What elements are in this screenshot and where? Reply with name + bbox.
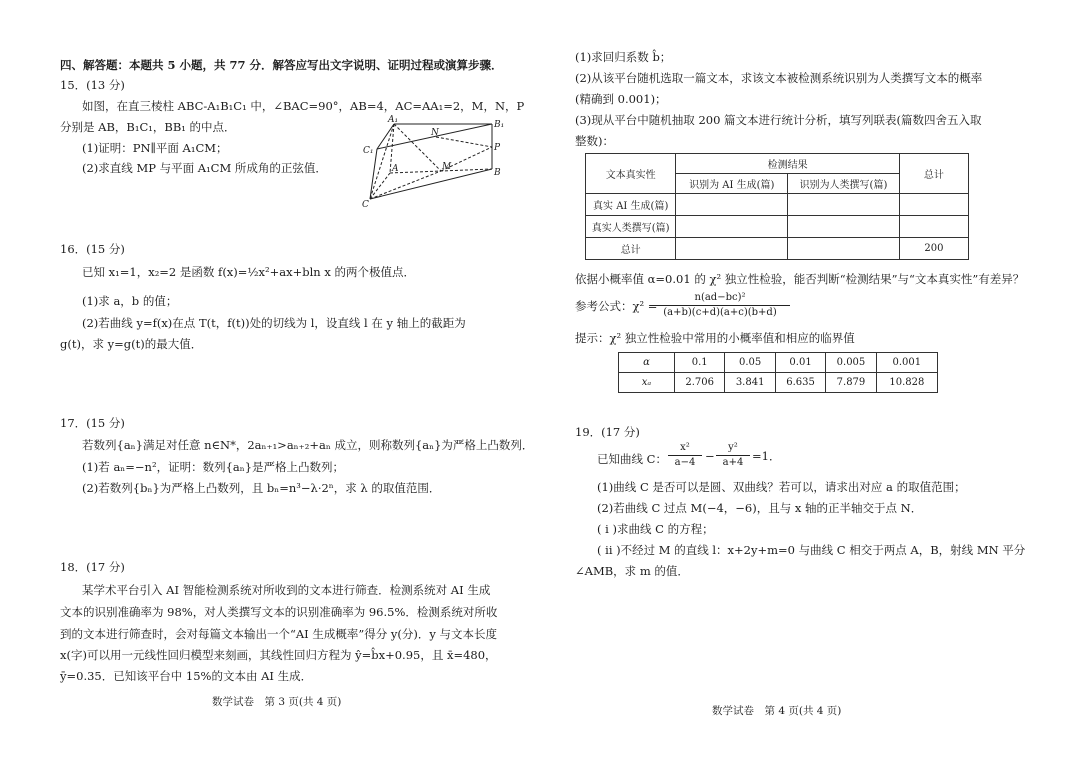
- q18-line3: 到的文本进行筛查时，会对每篇文本输出一个“AI 生成概率”得分 y(分)．y 与文本长度: [60, 627, 498, 641]
- q19-eq: =1．: [752, 449, 781, 463]
- label-m: M: [442, 162, 452, 172]
- frac2-bar: [716, 455, 750, 456]
- q15-number: 15．(13 分): [60, 78, 125, 92]
- frac2-num: y²: [728, 442, 738, 453]
- cell-ai: [676, 216, 788, 238]
- cell-total: [899, 194, 968, 216]
- table-row: [586, 238, 969, 260]
- formula-numerator: n(ad−bc)²: [694, 292, 746, 303]
- alpha-cell: 0.1: [675, 353, 725, 373]
- hint-text: 提示：χ² 独立性检验中常用的小概率值和相应的临界值: [575, 331, 855, 345]
- cell-human: [788, 238, 900, 260]
- q17-part1: (1)若 aₙ=−n²，证明：数列{aₙ}是严格上凸数列；: [82, 460, 345, 474]
- q19-number: 19．(17 分): [575, 425, 640, 439]
- table-row: [586, 194, 969, 216]
- page3-footer: 数学试卷 第 3 页(共 4 页): [212, 696, 342, 708]
- q19-minus: −: [705, 449, 715, 463]
- q15-part1: (1)证明：PN∥平面 A₁CM；: [82, 141, 228, 155]
- contingency-table: [585, 153, 969, 260]
- q18-line4: x(字)可以用一元线性回归模型来刻画，其线性回归方程为 ŷ=b̂x+0.95，且 x̄=480，: [60, 648, 497, 662]
- label-b: B: [494, 168, 501, 178]
- alpha-label: α: [619, 353, 675, 373]
- frac1-bar: [668, 455, 702, 456]
- cell-ai: [676, 238, 788, 260]
- q19-part2ii-a: ( ii )不经过 M 的直线 l：x+2y+m=0 与曲线 C 相交于两点 A，B，射线 MN 平分: [597, 543, 1026, 557]
- q18-line1: 某学术平台引入 AI 智能检测系统对所收到的文本进行筛查．检测系统对 AI 生成: [82, 583, 491, 597]
- row-label: 总计: [586, 238, 676, 260]
- q19-part2ii-b: ∠AMB，求 m 的值．: [575, 564, 689, 578]
- q18-line2: 文本的识别准确率为 98%，对人类撰写文本的识别准确率为 96.5%．检测系统对所收: [60, 605, 498, 619]
- q19-line1-prefix: 已知曲线 C：: [597, 452, 667, 466]
- header-ai: 识别为 AI 生成(篇): [676, 174, 788, 194]
- frac2-den: a+4: [722, 457, 744, 468]
- header-truth: 文本真实性: [586, 154, 676, 194]
- q17-line1: 若数列{aₙ}满足对任意 n∈N*，2aₙ₊₁>aₙ₊₂+aₙ 成立，则称数列{aₙ}为严格上凸数列．: [82, 438, 534, 452]
- x-cell: 7.879: [826, 373, 876, 393]
- label-a: A: [392, 164, 399, 174]
- q16-number: 16．(15 分): [60, 242, 125, 256]
- x-label: xₐ: [619, 373, 675, 393]
- alpha-cell: 0.01: [775, 353, 825, 373]
- x-cell: 6.635: [775, 373, 825, 393]
- header-human: 识别为人类撰写(篇): [788, 174, 900, 194]
- formula-bar: [650, 305, 790, 306]
- header-total: 总计: [899, 154, 968, 194]
- q16-part2a: (2)若曲线 y=f(x)在点 T(t，f(t))处的切线为 l，设直线 l 在 y 轴上的截距为: [82, 316, 466, 330]
- q15-line2: 分别是 AB，B₁C₁，BB₁ 的中点．: [60, 120, 236, 134]
- table-row: [586, 216, 969, 238]
- cell-total: [899, 216, 968, 238]
- frac1-num: x²: [680, 442, 690, 453]
- q17-part2: (2)若数列{bₙ}为严格上凸数列，且 bₙ=n³−λ·2ⁿ，求 λ 的取值范围．: [82, 481, 441, 495]
- frac1-den: a−4: [674, 457, 696, 468]
- section-header: 四、解答题：本题共 5 小题，共 77 分．解答应写出文字说明、证明过程或演算步骤．: [60, 58, 503, 72]
- q18-chi-question: 依据小概率值 α=0.01 的 χ² 独立性检验，能否判断“检测结果”与“文本真实性”有差异？: [575, 272, 1025, 286]
- label-p: P: [494, 143, 501, 153]
- header-result: 检测结果: [676, 154, 899, 174]
- label-b1: B₁: [494, 120, 505, 130]
- prism-figure: [356, 113, 516, 213]
- q17-number: 17．(15 分): [60, 416, 125, 430]
- q15-part2: (2)求直线 MP 与平面 A₁CM 所成角的正弦值．: [82, 161, 327, 175]
- label-n: N: [431, 128, 439, 138]
- q18-part3b: 整数)：: [575, 134, 614, 148]
- q18-part2a: (2)从该平台随机选取一篇文本，求该文本被检测系统识别为人类撰写文本的概率: [575, 71, 983, 85]
- q18-part1: (1)求回归系数 b̂；: [575, 50, 672, 64]
- critical-value-table: [618, 352, 938, 393]
- cell-human: [788, 194, 900, 216]
- row-label: 真实人类撰写(篇): [586, 216, 676, 238]
- formula-label: 参考公式：χ² =: [575, 299, 658, 313]
- x-cell: 3.841: [725, 373, 775, 393]
- q19-part1: (1)曲线 C 是否可以是圆、双曲线？若可以，请求出对应 a 的取值范围；: [597, 480, 966, 494]
- x-cell: 10.828: [876, 373, 937, 393]
- label-a1: A₁: [388, 115, 399, 125]
- q18-part2b: (精确到 0.001)；: [575, 92, 667, 106]
- alpha-cell: 0.001: [876, 353, 937, 373]
- alpha-cell: 0.005: [826, 353, 876, 373]
- cell-ai: [676, 194, 788, 216]
- x-cell: 2.706: [675, 373, 725, 393]
- q18-part3a: (3)现从平台中随机抽取 200 篇文本进行统计分析，填写列联表(篇数四舍五入取: [575, 113, 982, 127]
- alpha-cell: 0.05: [725, 353, 775, 373]
- formula-denominator: (a+b)(c+d)(a+c)(b+d): [663, 307, 777, 318]
- cell-total: 200: [899, 238, 968, 260]
- label-c1: C₁: [363, 146, 374, 156]
- q18-number: 18．(17 分): [60, 560, 125, 574]
- q16-part1: (1)求 a，b 的值；: [82, 294, 178, 308]
- page4-footer: 数学试卷 第 4 页(共 4 页): [712, 705, 842, 717]
- q19-part2i: ( i )求曲线 C 的方程；: [597, 522, 714, 536]
- row-label: 真实 AI 生成(篇): [586, 194, 676, 216]
- label-c: C: [362, 200, 369, 210]
- q16-part2b: g(t)，求 y=g(t)的最大值．: [60, 337, 203, 351]
- q15-line1: 如图，在直三棱柱 ABC-A₁B₁C₁ 中，∠BAC=90°，AB=4，AC=AA₁=2，M，N，P: [82, 99, 525, 113]
- cell-human: [788, 216, 900, 238]
- q16-line1: 已知 x₁=1，x₂=2 是函数 f(x)=½x²+ax+bln x 的两个极值点．: [82, 265, 416, 279]
- q19-part2: (2)若曲线 C 过点 M(−4，−6)，且与 x 轴的正半轴交于点 N．: [597, 501, 923, 515]
- q18-line5: ȳ=0.35．已知该平台中 15%的文本由 AI 生成．: [60, 669, 313, 683]
